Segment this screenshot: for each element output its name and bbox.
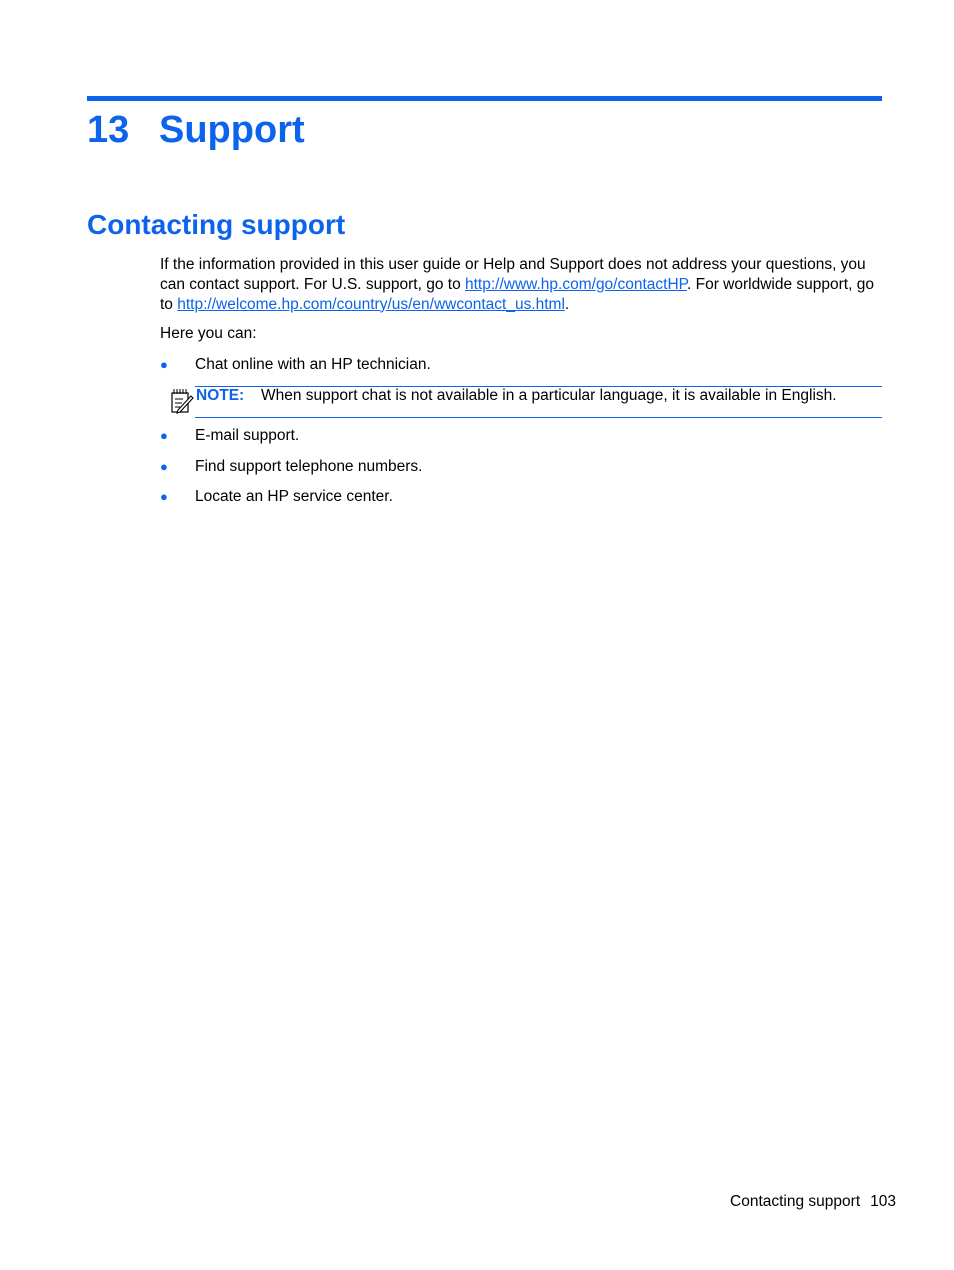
- list-item-text: E-mail support.: [195, 427, 300, 444]
- list-item-text: Chat online with an HP technician.: [195, 356, 431, 373]
- page-number: 103: [870, 1193, 896, 1210]
- note-label: NOTE:: [196, 387, 245, 404]
- intro-text-2: . For worldwide support, go to: [160, 275, 874, 313]
- bullet-icon: ●: [160, 428, 168, 443]
- bullet-icon: ●: [160, 489, 168, 504]
- intro-text-3: .: [564, 295, 570, 313]
- chapter-rule: [87, 96, 882, 101]
- note-icon: [170, 388, 194, 414]
- bullet-icon: ●: [160, 357, 168, 372]
- intro-paragraph: [160, 255, 882, 314]
- section-title: Contacting support: [87, 209, 346, 240]
- note-text: When support chat is not available in a particular language, it is available in English.: [261, 387, 837, 404]
- chapter-number: 13: [87, 109, 130, 151]
- here-you-can-text: Here you can:: [160, 325, 257, 342]
- worldwide-contact-link[interactable]: http://welcome.hp.com/country/us/en/wwcontact_us.html: [177, 295, 565, 313]
- list-item-text: Locate an HP service center.: [195, 488, 393, 505]
- intro-text-1: If the information provided in this user guide or Help and Support does not address your questions, you can contact support. For U.S. support, go to: [160, 256, 866, 293]
- contact-hp-link[interactable]: http://www.hp.com/go/contactHP: [465, 275, 687, 293]
- list-item-text: Find support telephone numbers.: [195, 458, 423, 475]
- page-footer: [730, 1192, 896, 1212]
- footer-section-title: Contacting support: [730, 1193, 861, 1210]
- chapter-title: [87, 104, 305, 156]
- chapter-title-text: Support: [159, 109, 305, 151]
- bullet-icon: ●: [160, 459, 168, 474]
